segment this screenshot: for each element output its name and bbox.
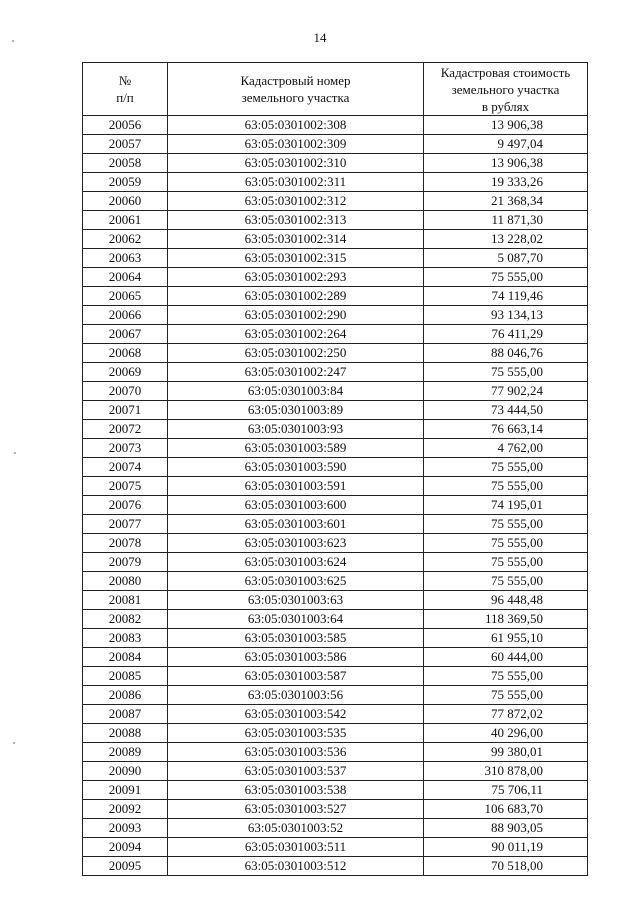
- cadastral-value-cell: 5 087,70: [424, 249, 588, 268]
- table-row: [83, 249, 588, 268]
- table-row: [83, 439, 588, 458]
- cadastral-value-cell: 76 663,14: [424, 420, 588, 439]
- cadastral-value-cell: 9 497,04: [424, 135, 588, 154]
- cadastral-number-cell: 63:05:0301003:590: [168, 458, 424, 477]
- row-number-cell: 20056: [83, 116, 168, 135]
- row-number-cell: 20068: [83, 344, 168, 363]
- cadastral-value-cell: 21 368,34: [424, 192, 588, 211]
- cadastral-value-cell: 90 011,19: [424, 838, 588, 857]
- cadastral-value-cell: 75 555,00: [424, 363, 588, 382]
- cadastral-number-cell: 63:05:0301002:311: [168, 173, 424, 192]
- table-row: [83, 192, 588, 211]
- row-number-cell: 20073: [83, 439, 168, 458]
- cadastral-value-cell: 75 555,00: [424, 515, 588, 534]
- row-number-cell: 20086: [83, 686, 168, 705]
- table-row: [83, 667, 588, 686]
- header-row-number-abbr: п/п: [116, 90, 134, 105]
- cadastral-value-cell: 11 871,30: [424, 211, 588, 230]
- cadastral-number-cell: 63:05:0301003:535: [168, 724, 424, 743]
- cadastral-number-cell: 63:05:0301002:310: [168, 154, 424, 173]
- cadastral-number-cell: 63:05:0301003:600: [168, 496, 424, 515]
- cadastral-value-cell: 76 411,29: [424, 325, 588, 344]
- row-number-cell: 20072: [83, 420, 168, 439]
- table-row: [83, 591, 588, 610]
- header-cadastral-number: [168, 63, 424, 116]
- cadastral-number-cell: 63:05:0301003:64: [168, 610, 424, 629]
- cadastral-value-cell: 75 555,00: [424, 477, 588, 496]
- cadastral-number-cell: 63:05:0301002:315: [168, 249, 424, 268]
- cadastral-number-cell: 63:05:0301003:542: [168, 705, 424, 724]
- cadastral-number-cell: 63:05:0301003:591: [168, 477, 424, 496]
- cadastral-number-cell: 63:05:0301002:264: [168, 325, 424, 344]
- cadastral-value-cell: 13 906,38: [424, 154, 588, 173]
- table-row: [83, 648, 588, 667]
- table-row: [83, 572, 588, 591]
- row-number-cell: 20092: [83, 800, 168, 819]
- cadastral-value-cell: 75 555,00: [424, 686, 588, 705]
- cadastral-value-cell: 73 444,50: [424, 401, 588, 420]
- cadastral-value-cell: 77 872,02: [424, 705, 588, 724]
- row-number-cell: 20089: [83, 743, 168, 762]
- cadastral-value-cell: 310 878,00: [424, 762, 588, 781]
- cadastral-number-cell: 63:05:0301002:309: [168, 135, 424, 154]
- row-number-cell: 20093: [83, 819, 168, 838]
- cadastral-number-cell: 63:05:0301002:289: [168, 287, 424, 306]
- cadastral-number-cell: 63:05:0301003:56: [168, 686, 424, 705]
- cadastral-value-cell: 99 380,01: [424, 743, 588, 762]
- row-number-cell: 20079: [83, 553, 168, 572]
- cadastral-number-cell: 63:05:0301003:93: [168, 420, 424, 439]
- row-number-cell: 20090: [83, 762, 168, 781]
- cadastral-value-cell: 60 444,00: [424, 648, 588, 667]
- row-number-cell: 20062: [83, 230, 168, 249]
- cadastral-number-cell: 63:05:0301002:308: [168, 116, 424, 135]
- row-number-cell: 20060: [83, 192, 168, 211]
- row-number-cell: 20094: [83, 838, 168, 857]
- cadastral-number-cell: 63:05:0301003:538: [168, 781, 424, 800]
- table-row: [83, 306, 588, 325]
- cadastral-value-cell: 118 369,50: [424, 610, 588, 629]
- row-number-cell: 20063: [83, 249, 168, 268]
- table-row: [83, 287, 588, 306]
- row-number-cell: 20064: [83, 268, 168, 287]
- row-number-cell: 20095: [83, 857, 168, 876]
- table-row: [83, 116, 588, 135]
- cadastral-number-cell: 63:05:0301002:314: [168, 230, 424, 249]
- cadastral-value-cell: 61 955,10: [424, 629, 588, 648]
- cadastral-value-cell: 74 195,01: [424, 496, 588, 515]
- row-number-cell: 20075: [83, 477, 168, 496]
- header-cadastral-number-line2: земельного участка: [241, 90, 350, 105]
- header-cadastral-value-line2: земельного участка: [451, 81, 560, 97]
- table-row: [83, 420, 588, 439]
- table-row: [83, 534, 588, 553]
- table-row: [83, 686, 588, 705]
- cadastral-value-cell: 75 555,00: [424, 667, 588, 686]
- row-number-cell: 20087: [83, 705, 168, 724]
- cadastral-value-cell: 88 903,05: [424, 819, 588, 838]
- cadastral-number-cell: 63:05:0301002:290: [168, 306, 424, 325]
- cadastral-number-cell: 63:05:0301002:313: [168, 211, 424, 230]
- table-row: [83, 762, 588, 781]
- table-row: [83, 401, 588, 420]
- header-cadastral-value-line3: в рублях: [481, 98, 530, 114]
- table-row: [83, 496, 588, 515]
- cadastral-number-cell: 63:05:0301003:537: [168, 762, 424, 781]
- cadastral-number-cell: 63:05:0301003:527: [168, 800, 424, 819]
- cadastral-number-cell: 63:05:0301002:312: [168, 192, 424, 211]
- row-number-cell: 20091: [83, 781, 168, 800]
- cadastral-number-cell: 63:05:0301003:623: [168, 534, 424, 553]
- cadastral-number-cell: 63:05:0301003:52: [168, 819, 424, 838]
- scan-speck: [12, 40, 14, 42]
- header-cadastral-value: [424, 63, 588, 116]
- cadastral-number-cell: 63:05:0301003:589: [168, 439, 424, 458]
- cadastral-number-cell: 63:05:0301003:586: [168, 648, 424, 667]
- row-number-cell: 20071: [83, 401, 168, 420]
- table-row: [83, 173, 588, 192]
- table-body: [83, 116, 588, 876]
- row-number-cell: 20065: [83, 287, 168, 306]
- cadastral-value-cell: 75 706,11: [424, 781, 588, 800]
- table-row: [83, 743, 588, 762]
- cadastral-value-cell: 96 448,48: [424, 591, 588, 610]
- cadastral-number-cell: 63:05:0301003:512: [168, 857, 424, 876]
- cadastral-value-cell: 19 333,26: [424, 173, 588, 192]
- row-number-cell: 20057: [83, 135, 168, 154]
- cadastral-value-cell: 4 762,00: [424, 439, 588, 458]
- cadastral-number-cell: 63:05:0301002:247: [168, 363, 424, 382]
- row-number-cell: 20077: [83, 515, 168, 534]
- cadastral-value-cell: 77 902,24: [424, 382, 588, 401]
- table-header-row: [83, 63, 588, 116]
- table-row: [83, 458, 588, 477]
- cadastral-value-cell: 75 555,00: [424, 268, 588, 287]
- row-number-cell: 20074: [83, 458, 168, 477]
- table-row: [83, 230, 588, 249]
- header-row-number-symbol: №: [118, 73, 132, 88]
- cadastral-value-cell: 13 906,38: [424, 116, 588, 135]
- cadastral-value-cell: 13 228,02: [424, 230, 588, 249]
- table-row: [83, 477, 588, 496]
- cadastral-value-cell: 74 119,46: [424, 287, 588, 306]
- cadastral-number-cell: 63:05:0301003:63: [168, 591, 424, 610]
- cadastral-value-cell: 75 555,00: [424, 534, 588, 553]
- header-cadastral-value-line1: Кадастровая стоимость: [440, 64, 571, 80]
- cadastral-number-cell: 63:05:0301003:585: [168, 629, 424, 648]
- table-row: [83, 363, 588, 382]
- row-number-cell: 20085: [83, 667, 168, 686]
- cadastral-value-table: [82, 62, 588, 876]
- row-number-cell: 20058: [83, 154, 168, 173]
- table-row: [83, 819, 588, 838]
- row-number-cell: 20070: [83, 382, 168, 401]
- table-row: [83, 325, 588, 344]
- row-number-cell: 20059: [83, 173, 168, 192]
- row-number-cell: 20078: [83, 534, 168, 553]
- row-number-cell: 20081: [83, 591, 168, 610]
- table-row: [83, 154, 588, 173]
- header-row-number: [83, 63, 168, 116]
- table-row: [83, 268, 588, 287]
- table-row: [83, 344, 588, 363]
- table-row: [83, 838, 588, 857]
- table-row: [83, 382, 588, 401]
- page-number: 14: [313, 30, 327, 45]
- row-number-cell: 20061: [83, 211, 168, 230]
- cadastral-number-cell: 63:05:0301002:250: [168, 344, 424, 363]
- table-row: [83, 800, 588, 819]
- scan-speck: [13, 742, 15, 744]
- cadastral-value-cell: 40 296,00: [424, 724, 588, 743]
- row-number-cell: 20066: [83, 306, 168, 325]
- table-row: [83, 211, 588, 230]
- header-cadastral-number-line1: Кадастровый номер: [240, 73, 351, 88]
- row-number-cell: 20080: [83, 572, 168, 591]
- row-number-cell: 20088: [83, 724, 168, 743]
- row-number-cell: 20067: [83, 325, 168, 344]
- cadastral-value-cell: 93 134,13: [424, 306, 588, 325]
- cadastral-number-cell: 63:05:0301003:601: [168, 515, 424, 534]
- table-row: [83, 629, 588, 648]
- cadastral-value-cell: 75 555,00: [424, 572, 588, 591]
- table-row: [83, 781, 588, 800]
- row-number-cell: 20076: [83, 496, 168, 515]
- cadastral-value-cell: 106 683,70: [424, 800, 588, 819]
- row-number-cell: 20082: [83, 610, 168, 629]
- row-number-cell: 20084: [83, 648, 168, 667]
- cadastral-number-cell: 63:05:0301003:89: [168, 401, 424, 420]
- cadastral-value-cell: 75 555,00: [424, 458, 588, 477]
- cadastral-number-cell: 63:05:0301003:511: [168, 838, 424, 857]
- table-row: [83, 610, 588, 629]
- cadastral-number-cell: 63:05:0301003:625: [168, 572, 424, 591]
- cadastral-number-cell: 63:05:0301003:587: [168, 667, 424, 686]
- cadastral-number-cell: 63:05:0301003:84: [168, 382, 424, 401]
- table-row: [83, 857, 588, 876]
- cadastral-value-cell: 88 046,76: [424, 344, 588, 363]
- table-row: [83, 553, 588, 572]
- row-number-cell: 20083: [83, 629, 168, 648]
- table-row: [83, 705, 588, 724]
- cadastral-value-cell: 70 518,00: [424, 857, 588, 876]
- cadastral-number-cell: 63:05:0301003:624: [168, 553, 424, 572]
- cadastral-value-cell: 75 555,00: [424, 553, 588, 572]
- table-row: [83, 724, 588, 743]
- cadastral-number-cell: 63:05:0301003:536: [168, 743, 424, 762]
- cadastral-number-cell: 63:05:0301002:293: [168, 268, 424, 287]
- table-row: [83, 515, 588, 534]
- scan-speck: [14, 452, 16, 454]
- row-number-cell: 20069: [83, 363, 168, 382]
- table-row: [83, 135, 588, 154]
